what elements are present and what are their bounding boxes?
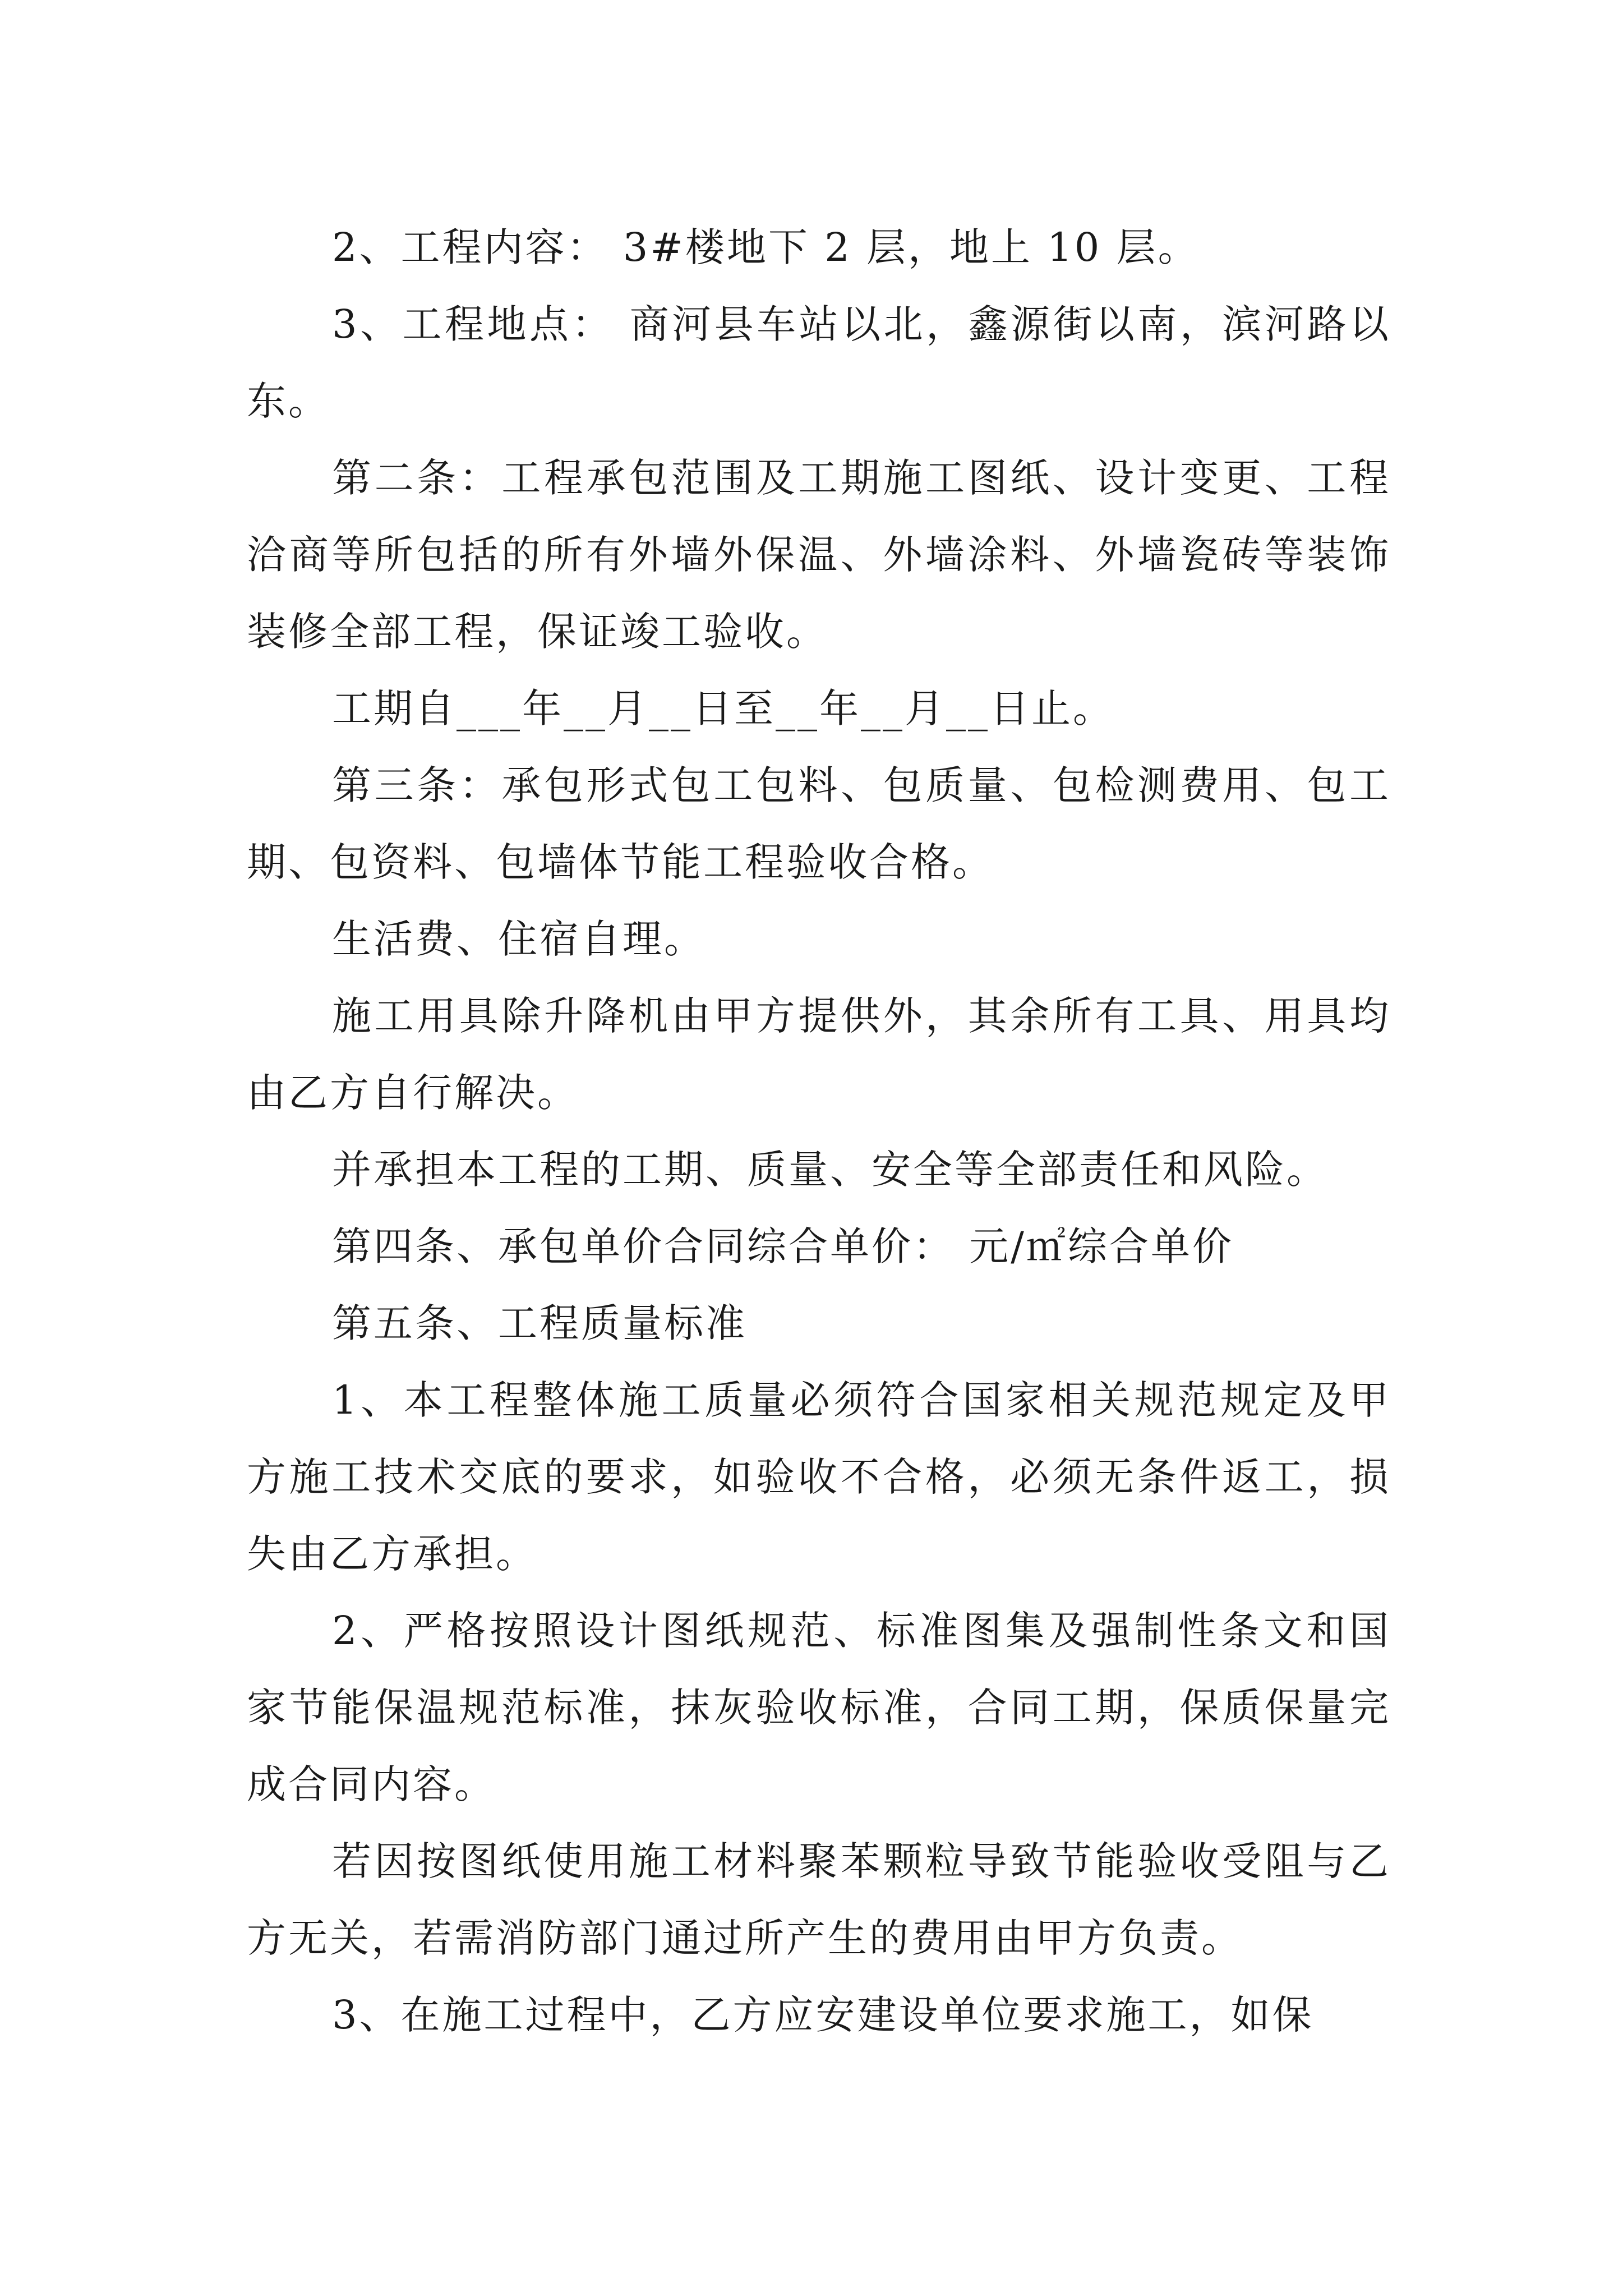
paragraph: 3、在施工过程中，乙方应安建设单位要求施工，如保 xyxy=(332,1992,1314,2038)
paragraph: 1、本工程整体施工质量必须符合国家相关规范规定及甲方施工技术交底的要求，如验收不合格，必须无条件返工，损失由乙方承担。 xyxy=(247,1377,1391,1577)
paragraph: 3、工程地点： 商河县车站以北，鑫源街以南，滨河路以东。 xyxy=(247,301,1391,424)
document-body xyxy=(247,209,1391,2054)
paragraph: 2、工程内容： 3#楼地下 2 层，地上 10 层。 xyxy=(332,224,1200,270)
paragraph: 第二条：工程承包范围及工期施工图纸、设计变更、工程洽商等所包括的所有外墙外保温、外墙涂料、外墙瓷砖等装饰装修全部工程，保证竣工验收。 xyxy=(247,455,1391,655)
paragraph: 若因按图纸使用施工材料聚苯颗粒导致节能验收受阻与乙方无关，若需消防部门通过所产生的费用由甲方负责。 xyxy=(247,1838,1391,1961)
paragraph: 第三条：承包形式包工包料、包质量、包检测费用、包工期、包资料、包墙体节能工程验收合格。 xyxy=(247,762,1391,885)
paragraph: 并承担本工程的工期、质量、安全等全部责任和风险。 xyxy=(332,1147,1328,1193)
paragraph: 第四条、承包单价合同综合单价： 元/㎡综合单价 xyxy=(332,1223,1234,1269)
paragraph: 施工用具除升降机由甲方提供外，其余所有工具、用具均由乙方自行解决。 xyxy=(247,993,1391,1116)
paragraph: 工期自___年__月__日至__年__月__日止。 xyxy=(332,685,1114,731)
paragraph: 2、严格按照设计图纸规范、标准图集及强制性条文和国家节能保温规范标准，抹灰验收标准，合同工期，保质保量完成合同内容。 xyxy=(247,1608,1391,1807)
paragraph: 生活费、住宿自理。 xyxy=(332,916,706,962)
paragraph: 第五条、工程质量标准 xyxy=(332,1300,747,1346)
